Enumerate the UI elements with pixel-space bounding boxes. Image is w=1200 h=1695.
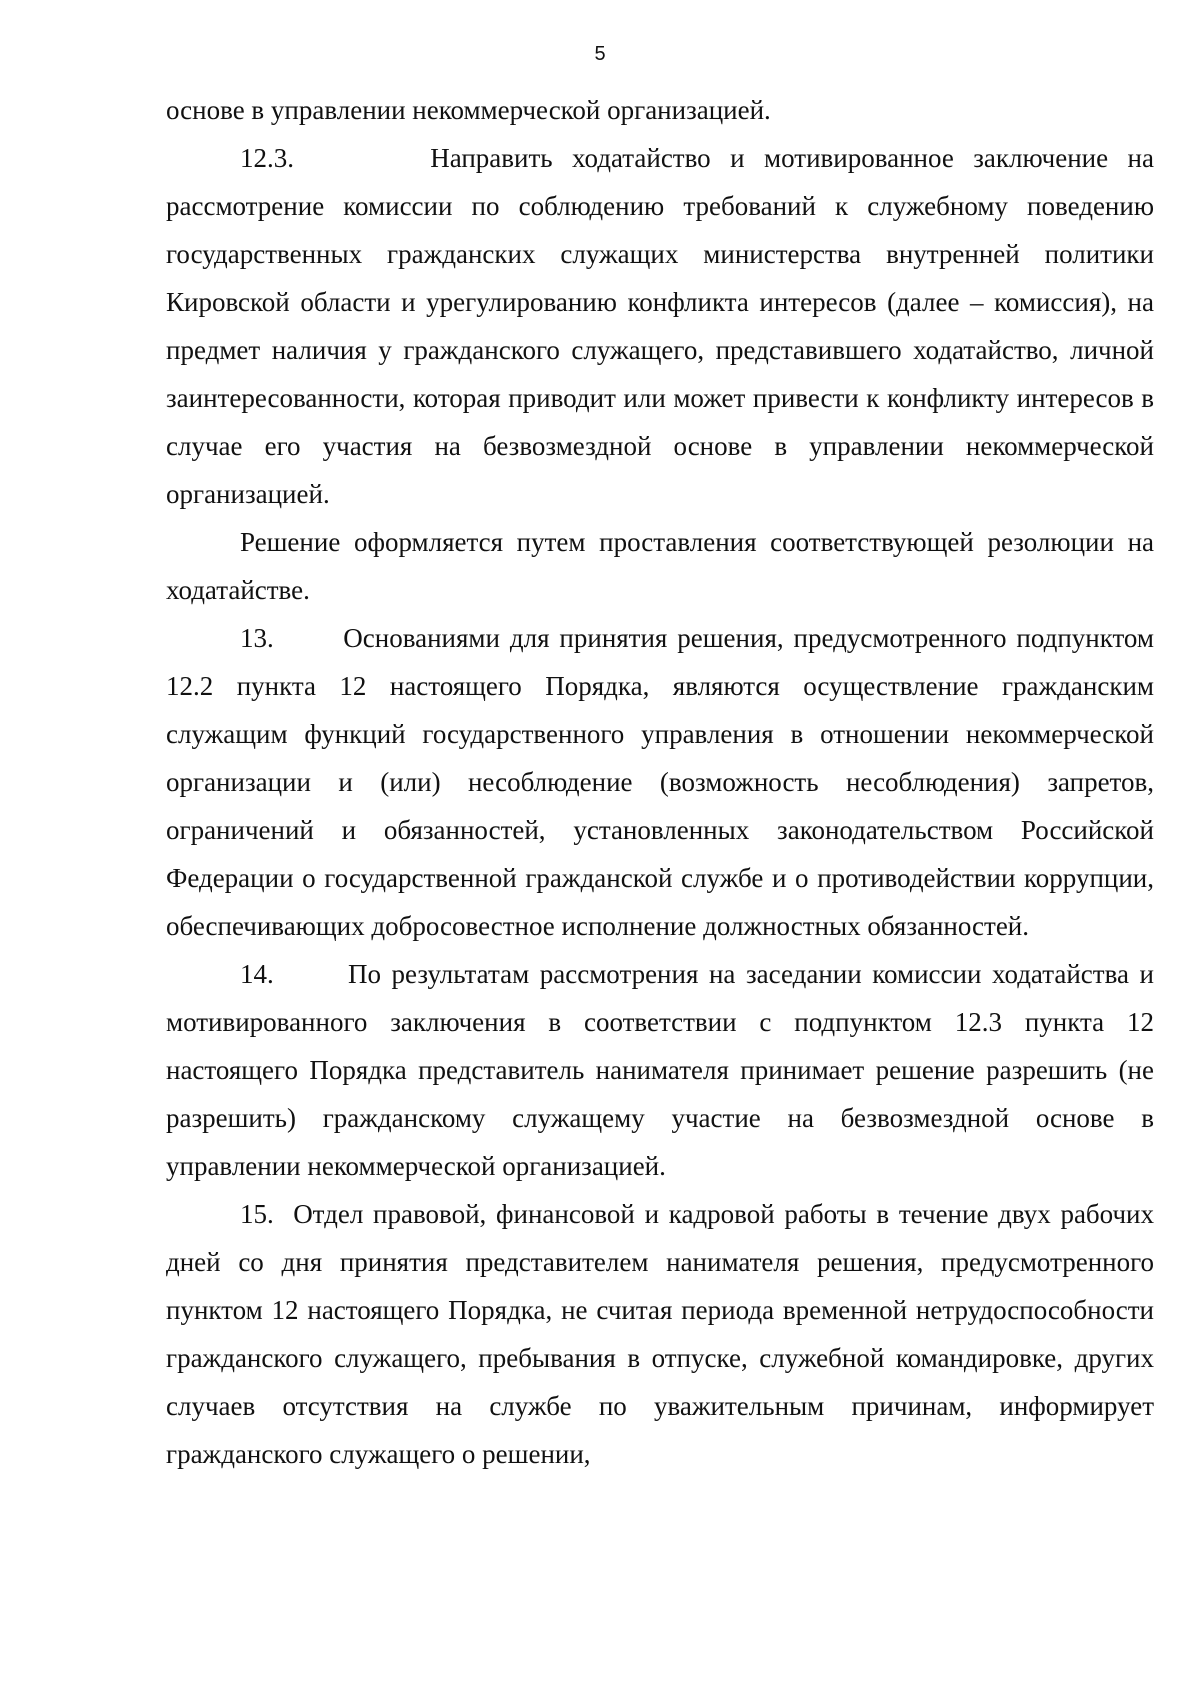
- paragraph-clause-13: 13. Основаниями для принятия решения, предусмотренного подпунктом 12.2 пункта 12 настоящего Порядка, являются осуществление гражданским служащим функций государственного управления в отношении некоммерческой организации и (или) несоблюдение (возможность несоблюдения) запретов, ограничений и обязанностей, установленных законодательством Российской Федерации о государственной гражданской службе и о противодействии коррупции, обеспечивающих добросовестное исполнение должностных обязанностей.: [166, 623, 1154, 941]
- paragraph-clause-15: 15. Отдел правовой, финансовой и кадровой работы в течение двух рабочих дней со дня принятия представителем нанимателя решения, предусмотренного пунктом 12 настоящего Порядка, не считая периода временной нетрудоспособности гражданского служащего, пребывания в отпуске, служебной командировке, других случаев отсутствия на службе по уважительным причинам, информирует гражданского служащего о решении,: [166, 1199, 1154, 1469]
- document-body: [166, 86, 1154, 1478]
- paragraph-decision-note: Решение оформляется путем проставления соответствующей резолюции на ходатайстве.: [166, 527, 1154, 605]
- paragraph-clause-14: 14. По результатам рассмотрения на заседании комиссии ходатайства и мотивированного заключения в соответствии с подпунктом 12.3 пункта 12 настоящего Порядка представитель нанимателя принимает решение разрешить (не разрешить) гражданскому служащему участие на безвозмездной основе в управлении некоммерческой организацией.: [166, 959, 1154, 1181]
- paragraph-clause-12-3: 12.3. Направить ходатайство и мотивированное заключение на рассмотрение комиссии по соблюдению требований к служебному поведению государственных гражданских служащих министерства внутренней политики Кировской области и урегулированию конфликта интересов (далее – комиссия), на предмет наличия у гражданского служащего, представившего ходатайство, личной заинтересованности, которая приводит или может привести к конфликту интересов в случае его участия на безвозмездной основе в управлении некоммерческой организацией.: [166, 143, 1154, 509]
- page-number: 5: [594, 43, 606, 65]
- paragraph-continuation: основе в управлении некоммерческой организацией.: [166, 95, 771, 125]
